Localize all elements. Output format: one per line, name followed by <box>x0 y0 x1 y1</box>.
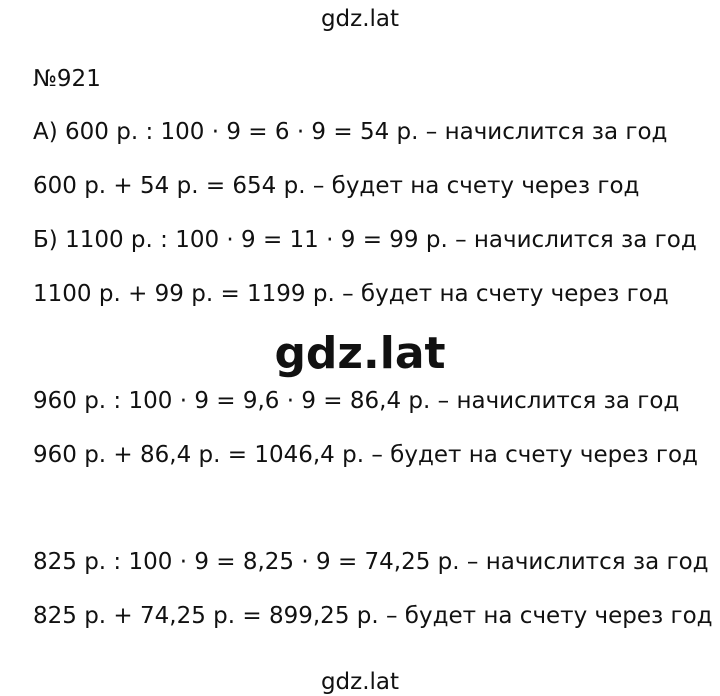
watermark-middle: gdz.lat <box>274 328 446 379</box>
solution-line-5: 960 р. : 100 · 9 = 9,6 · 9 = 86,4 р. – начислится за год <box>33 388 680 414</box>
solution-line-6: 960 р. + 86,4 р. = 1046,4 р. – будет на счету через год <box>33 442 698 468</box>
solution-line-7: 825 р. : 100 · 9 = 8,25 · 9 = 74,25 р. – начислится за год <box>33 549 709 575</box>
solution-line-1: А) 600 р. : 100 · 9 = 6 · 9 = 54 р. – начислится за год <box>33 119 668 145</box>
solution-line-4: 1100 р. + 99 р. = 1199 р. – будет на счету через год <box>33 281 669 307</box>
watermark-bottom: gdz.lat <box>320 669 400 695</box>
watermark-top: gdz.lat <box>320 6 400 32</box>
problem-number: №921 <box>33 66 101 92</box>
solution-line-3: Б) 1100 р. : 100 · 9 = 11 · 9 = 99 р. – начислится за год <box>33 227 697 253</box>
solution-line-8: 825 р. + 74,25 р. = 899,25 р. – будет на счету через год <box>33 603 713 629</box>
solution-line-2: 600 р. + 54 р. = 654 р. – будет на счету через год <box>33 173 640 199</box>
